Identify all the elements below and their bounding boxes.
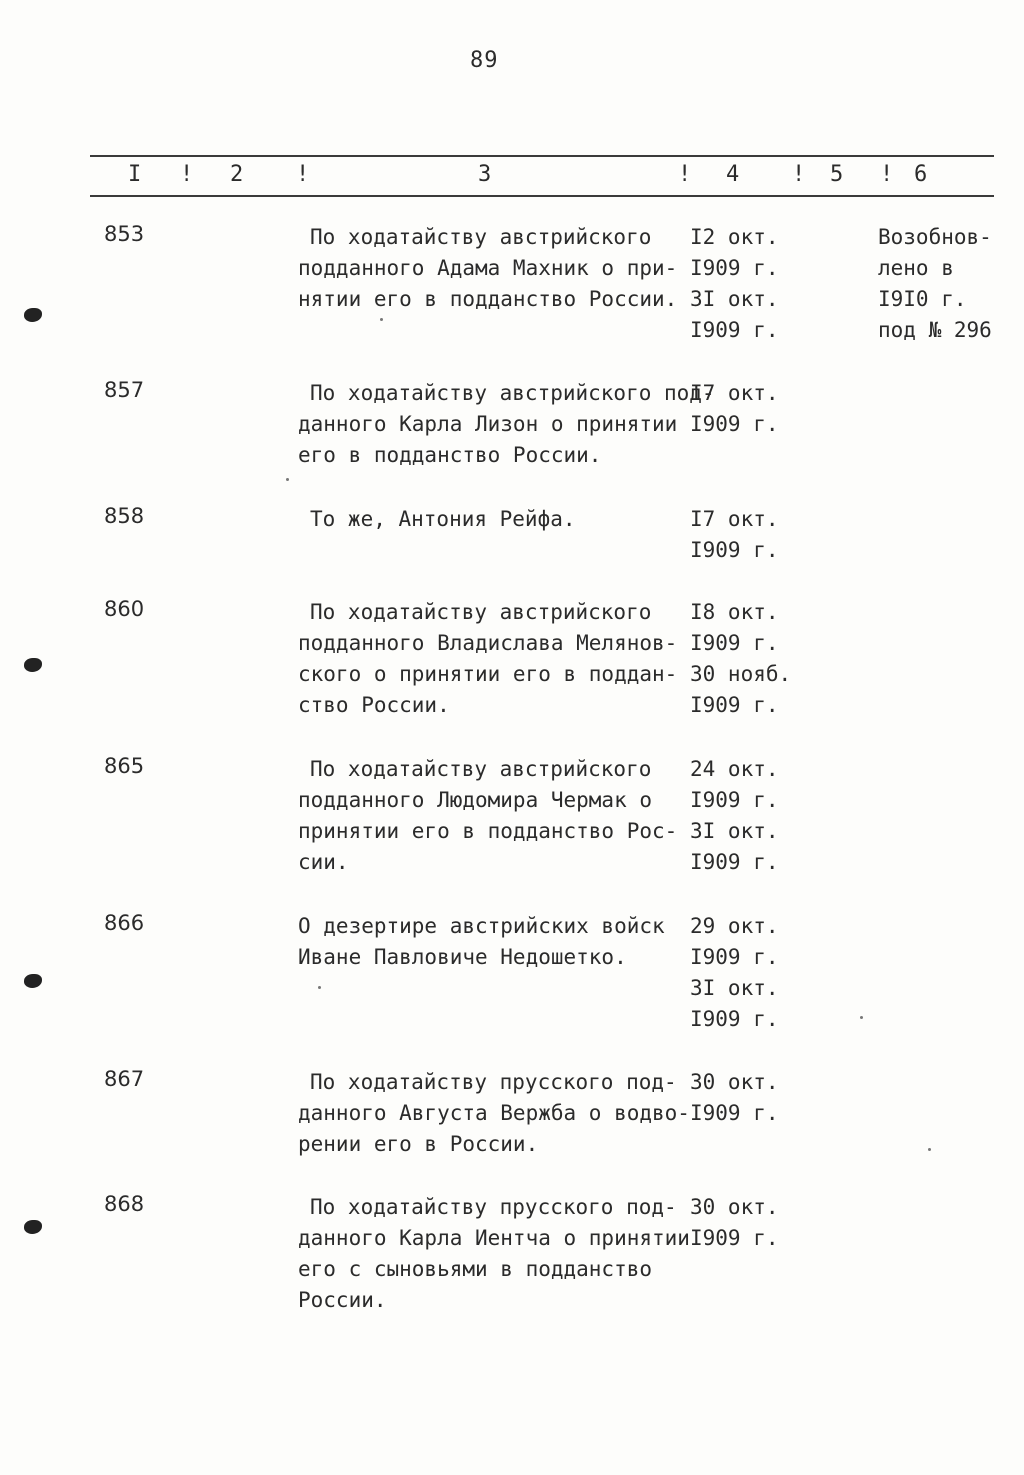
- date-line: I909 г.: [690, 631, 779, 655]
- header-col-3: 3: [478, 162, 492, 187]
- description-line: подданного Адама Махник о при-: [298, 256, 678, 280]
- scan-speck: [860, 1016, 863, 1019]
- date-line: 3I окт.: [690, 819, 779, 843]
- note-line: Возобнов-: [878, 225, 992, 249]
- scan-speck: [928, 1148, 931, 1151]
- case-description: [298, 378, 715, 471]
- note-line: под № 296: [878, 318, 992, 342]
- date-line: I2 окт.: [690, 225, 779, 249]
- header-col-6: 6: [914, 162, 928, 187]
- description-line: По ходатайству прусского под-: [310, 1195, 677, 1219]
- date-line: I909 г.: [690, 412, 779, 436]
- date-line: I909 г.: [690, 945, 779, 969]
- date-line: I7 окт.: [690, 381, 779, 405]
- case-note: [878, 222, 1008, 346]
- header-separator: !: [880, 162, 894, 187]
- case-description: [298, 911, 698, 973]
- date-line: I909 г.: [690, 538, 779, 562]
- case-description: [298, 222, 698, 315]
- case-number: 868: [104, 1192, 145, 1216]
- description-line: данного Августа Вержба о водво-: [298, 1101, 690, 1125]
- case-dates: [690, 222, 820, 346]
- date-line: I8 окт.: [690, 600, 779, 624]
- header-col-5: 5: [830, 162, 844, 187]
- page-number: 89: [470, 48, 499, 73]
- table-top-rule: [90, 155, 994, 157]
- scan-speck: [286, 478, 289, 481]
- punch-hole-mark: [24, 1220, 42, 1234]
- case-description: [298, 754, 698, 878]
- description-line: сии.: [298, 850, 349, 874]
- date-line: 30 нояб.: [690, 662, 792, 686]
- case-dates: [690, 378, 820, 440]
- date-line: I909 г.: [690, 693, 779, 717]
- case-dates: [690, 1192, 820, 1254]
- date-line: 3I окт.: [690, 976, 779, 1000]
- date-line: I909 г.: [690, 1007, 779, 1031]
- description-line: О дезертире австрийских войск: [298, 914, 665, 938]
- case-number: 866: [104, 911, 145, 935]
- description-line: ство России.: [298, 693, 450, 717]
- description-line: подданного Владислава Мелянов-: [298, 631, 678, 655]
- description-line: данного Карла Иентча о принятии: [298, 1226, 690, 1250]
- case-description: [298, 1067, 698, 1160]
- description-line: нятии его в подданство России.: [298, 287, 678, 311]
- description-line: России.: [298, 1288, 387, 1312]
- table-header-rule: [90, 195, 994, 197]
- case-description: [298, 1192, 698, 1316]
- case-dates: [690, 911, 820, 1035]
- date-line: I909 г.: [690, 1226, 779, 1250]
- header-separator: !: [792, 162, 806, 187]
- date-line: I909 г.: [690, 1101, 779, 1125]
- description-line: По ходатайству прусского под-: [310, 1070, 677, 1094]
- case-dates: [690, 597, 820, 721]
- description-line: данного Карла Лизон о принятии: [298, 412, 678, 436]
- description-line: По ходатайству австрийского: [310, 757, 652, 781]
- case-dates: [690, 754, 820, 878]
- case-number: 867: [104, 1067, 145, 1091]
- case-description: [298, 597, 698, 721]
- punch-hole-mark: [24, 308, 42, 322]
- case-number: 860: [104, 597, 145, 621]
- date-line: 24 окт.: [690, 757, 779, 781]
- description-line: его с сыновьями в подданство: [298, 1257, 653, 1281]
- date-line: I909 г.: [690, 850, 779, 874]
- case-number: 858: [104, 504, 145, 528]
- description-line: его в подданство России.: [298, 443, 602, 467]
- description-line: подданного Людомира Чермак о: [298, 788, 653, 812]
- case-dates: [690, 504, 820, 566]
- date-line: 30 окт.: [690, 1195, 779, 1219]
- date-line: 29 окт.: [690, 914, 779, 938]
- date-line: I909 г.: [690, 256, 779, 280]
- date-line: I909 г.: [690, 318, 779, 342]
- case-dates: [690, 1067, 820, 1129]
- header-col-1: I: [128, 162, 142, 187]
- note-line: лено в: [878, 256, 954, 280]
- description-line: То же, Антония Рейфа.: [310, 507, 576, 531]
- scan-speck: [380, 318, 383, 321]
- description-line: Иване Павловиче Недошетко.: [298, 945, 627, 969]
- header-separator: !: [678, 162, 692, 187]
- header-col-4: 4: [726, 162, 740, 187]
- punch-hole-mark: [24, 974, 42, 988]
- date-line: 30 окт.: [690, 1070, 779, 1094]
- punch-hole-mark: [24, 658, 42, 672]
- scan-speck: [318, 986, 321, 989]
- description-line: По ходатайству австрийского: [310, 600, 652, 624]
- description-line: рении его в России.: [298, 1132, 539, 1156]
- case-number: 857: [104, 378, 145, 402]
- date-line: I7 окт.: [690, 507, 779, 531]
- date-line: I909 г.: [690, 788, 779, 812]
- note-line: I9I0 г.: [878, 287, 967, 311]
- header-col-2: 2: [230, 162, 244, 187]
- header-separator: !: [180, 162, 194, 187]
- description-line: ского о принятии его в поддан-: [298, 662, 678, 686]
- description-line: По ходатайству австрийского под-: [310, 381, 715, 405]
- case-description: [298, 504, 698, 535]
- date-line: 3I окт.: [690, 287, 779, 311]
- case-number: 865: [104, 754, 145, 778]
- description-line: принятии его в подданство Рос-: [298, 819, 678, 843]
- description-line: По ходатайству австрийского: [310, 225, 652, 249]
- case-number: 853: [104, 222, 145, 246]
- header-separator: !: [296, 162, 310, 187]
